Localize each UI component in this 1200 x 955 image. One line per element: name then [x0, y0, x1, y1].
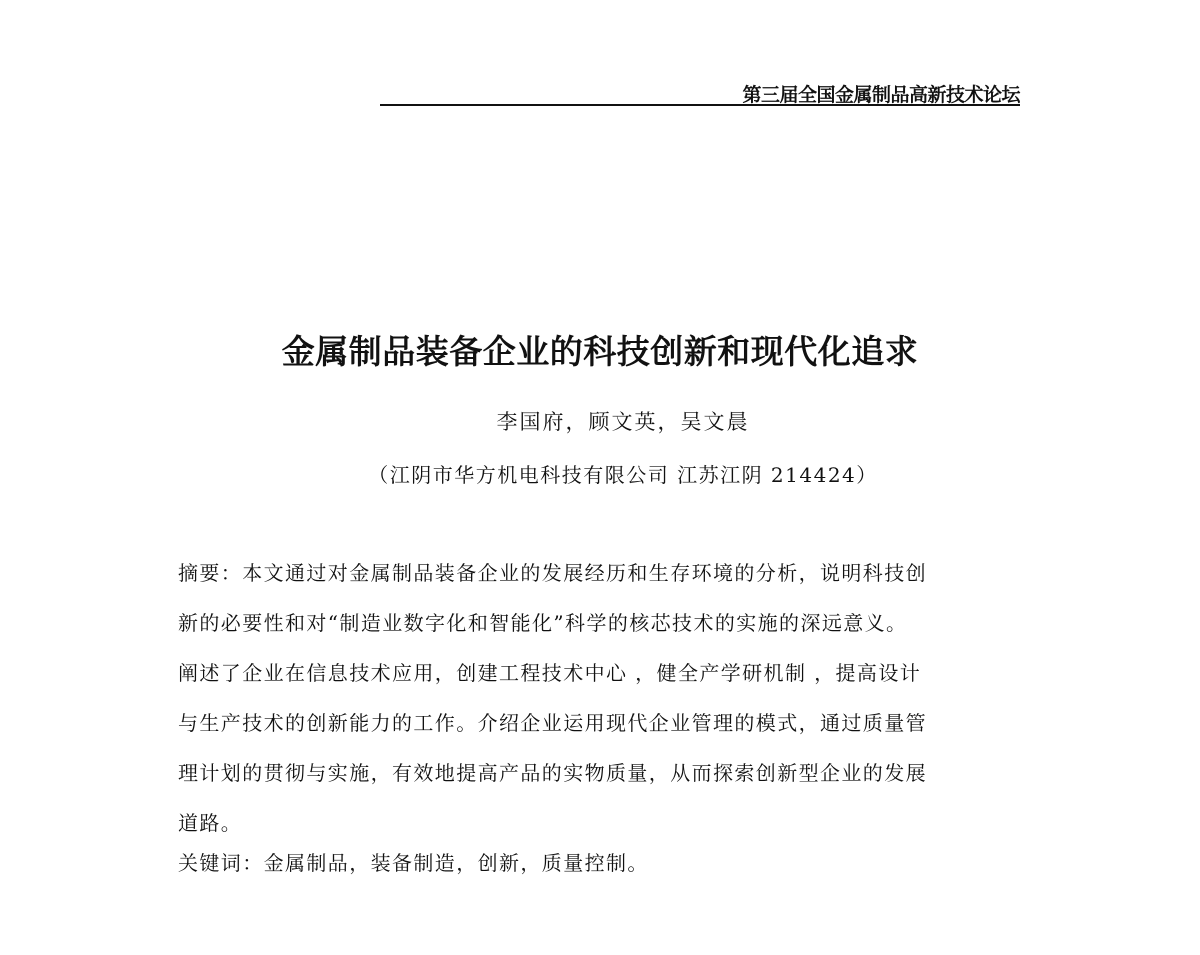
- abstract-line: 摘要：本文通过对金属制品装备企业的发展经历和生存环境的分析，说明科技创: [178, 561, 927, 585]
- abstract: [178, 548, 1026, 848]
- paper-affiliation: （江阴市华方机电科技有限公司 江苏江阴 214424）: [368, 463, 878, 487]
- paper-title: 金属制品装备企业的科技创新和现代化追求: [281, 332, 919, 371]
- header-conference-name: 第三届全国金属制品高新技术论坛: [742, 84, 1020, 106]
- running-header: [380, 78, 1020, 106]
- paper-authors: 李国府，顾文英，吴文晨: [496, 410, 750, 434]
- abstract-line: 新的必要性和对“制造业数字化和智能化”科学的核芯技术的实施的深远意义。: [178, 611, 908, 635]
- abstract-line: 与生产技术的创新能力的工作。介绍企业运用现代企业管理的模式，通过质量管: [178, 711, 927, 735]
- abstract-line: 阐述了企业在信息技术应用，创建工程技术中心 ，健全产学研机制 ，提高设计: [178, 661, 922, 685]
- abstract-line: 道路。: [178, 811, 243, 835]
- abstract-line: 理计划的贯彻与实施，有效地提高产品的实物质量，从而探索创新型企业的发展: [178, 761, 927, 785]
- keywords: 关键词：金属制品，装备制造，创新，质量控制。: [178, 851, 649, 875]
